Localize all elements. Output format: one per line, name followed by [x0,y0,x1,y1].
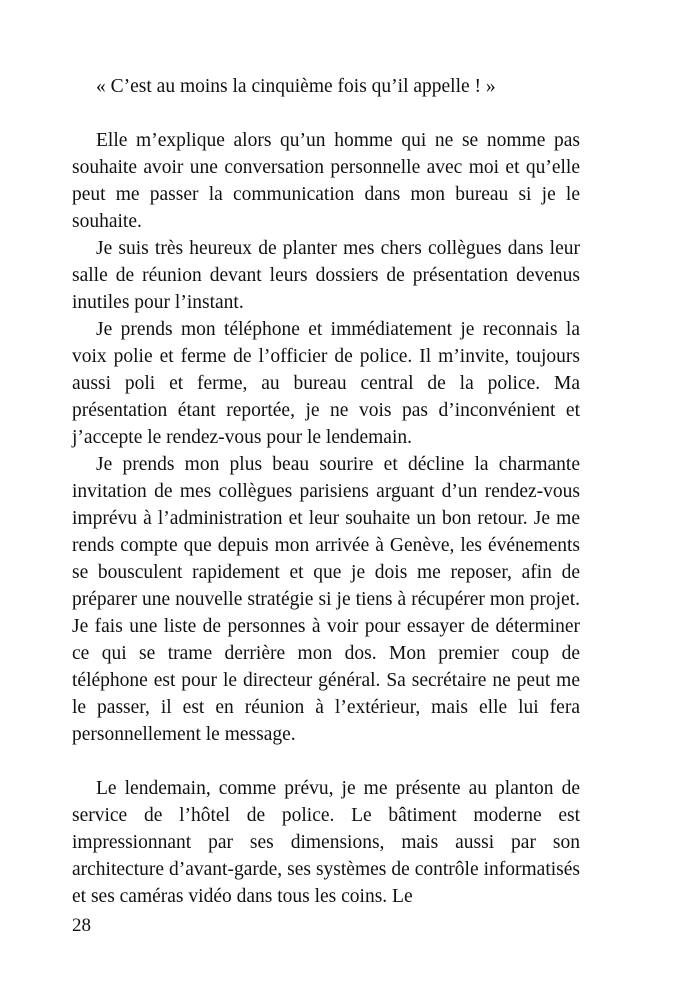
paragraph-gap [72,100,580,127]
paragraph-explanation: Elle m’explique alors qu’un homme qui ne se nomme pas souhaite avoir une conversation personnelle avec moi et qu’elle peut me passer la communication dans mon bureau si je le souhaite. [72,130,580,232]
body-text [72,73,580,910]
paragraph-invitation: Je prends mon plus beau sourire et décline la charmante invitation de mes collègues parisiens arguant d’un rendez-vous imprévu à l’administration et leur souhaite un bon retour. Je me rends compte que depuis mon arrivée à Genève, les événements se bousculent rapidement et que je dois me reposer, afin de préparer une nouvelle stratégie si je tiens à récupérer mon projet. Je fais une liste de personnes à voir pour essayer de déterminer ce qui se trame derrière mon dos. Mon premier coup de téléphone est pour le directeur général. Sa secrétaire ne peut me le passer, il est en réunion à l’extérieur, mais elle lui fera personnellement le message. [72,454,580,745]
paragraph-next-day: Le lendemain, comme prévu, je me présente au planton de service de l’hôtel de police. Le bâtiment moderne est impressionnant par ses dimensions, mais aussi par son architecture d’avant-garde, ses systèmes de contrôle informatisés et ses caméras vidéo dans tous les coins. Le [72,778,580,907]
page-number: 28 [72,915,91,936]
paragraph-quote: « C’est au moins la cinquième fois qu’il appelle ! » [96,76,496,97]
paragraph-gap [72,748,580,775]
paragraph-colleagues: Je suis très heureux de planter mes chers collègues dans leur salle de réunion devant leurs dossiers de présentation devenus inutiles pour l’instant. [72,238,580,313]
paragraph-phone-call: Je prends mon téléphone et immédiatement je reconnais la voix polie et ferme de l’officier de police. Il m’invite, toujours aussi poli et ferme, au bureau central de la police. Ma présentation étant reportée, je ne vois pas d’inconvénient et j’accepte le rendez-vous pour le lendemain. [72,319,580,448]
